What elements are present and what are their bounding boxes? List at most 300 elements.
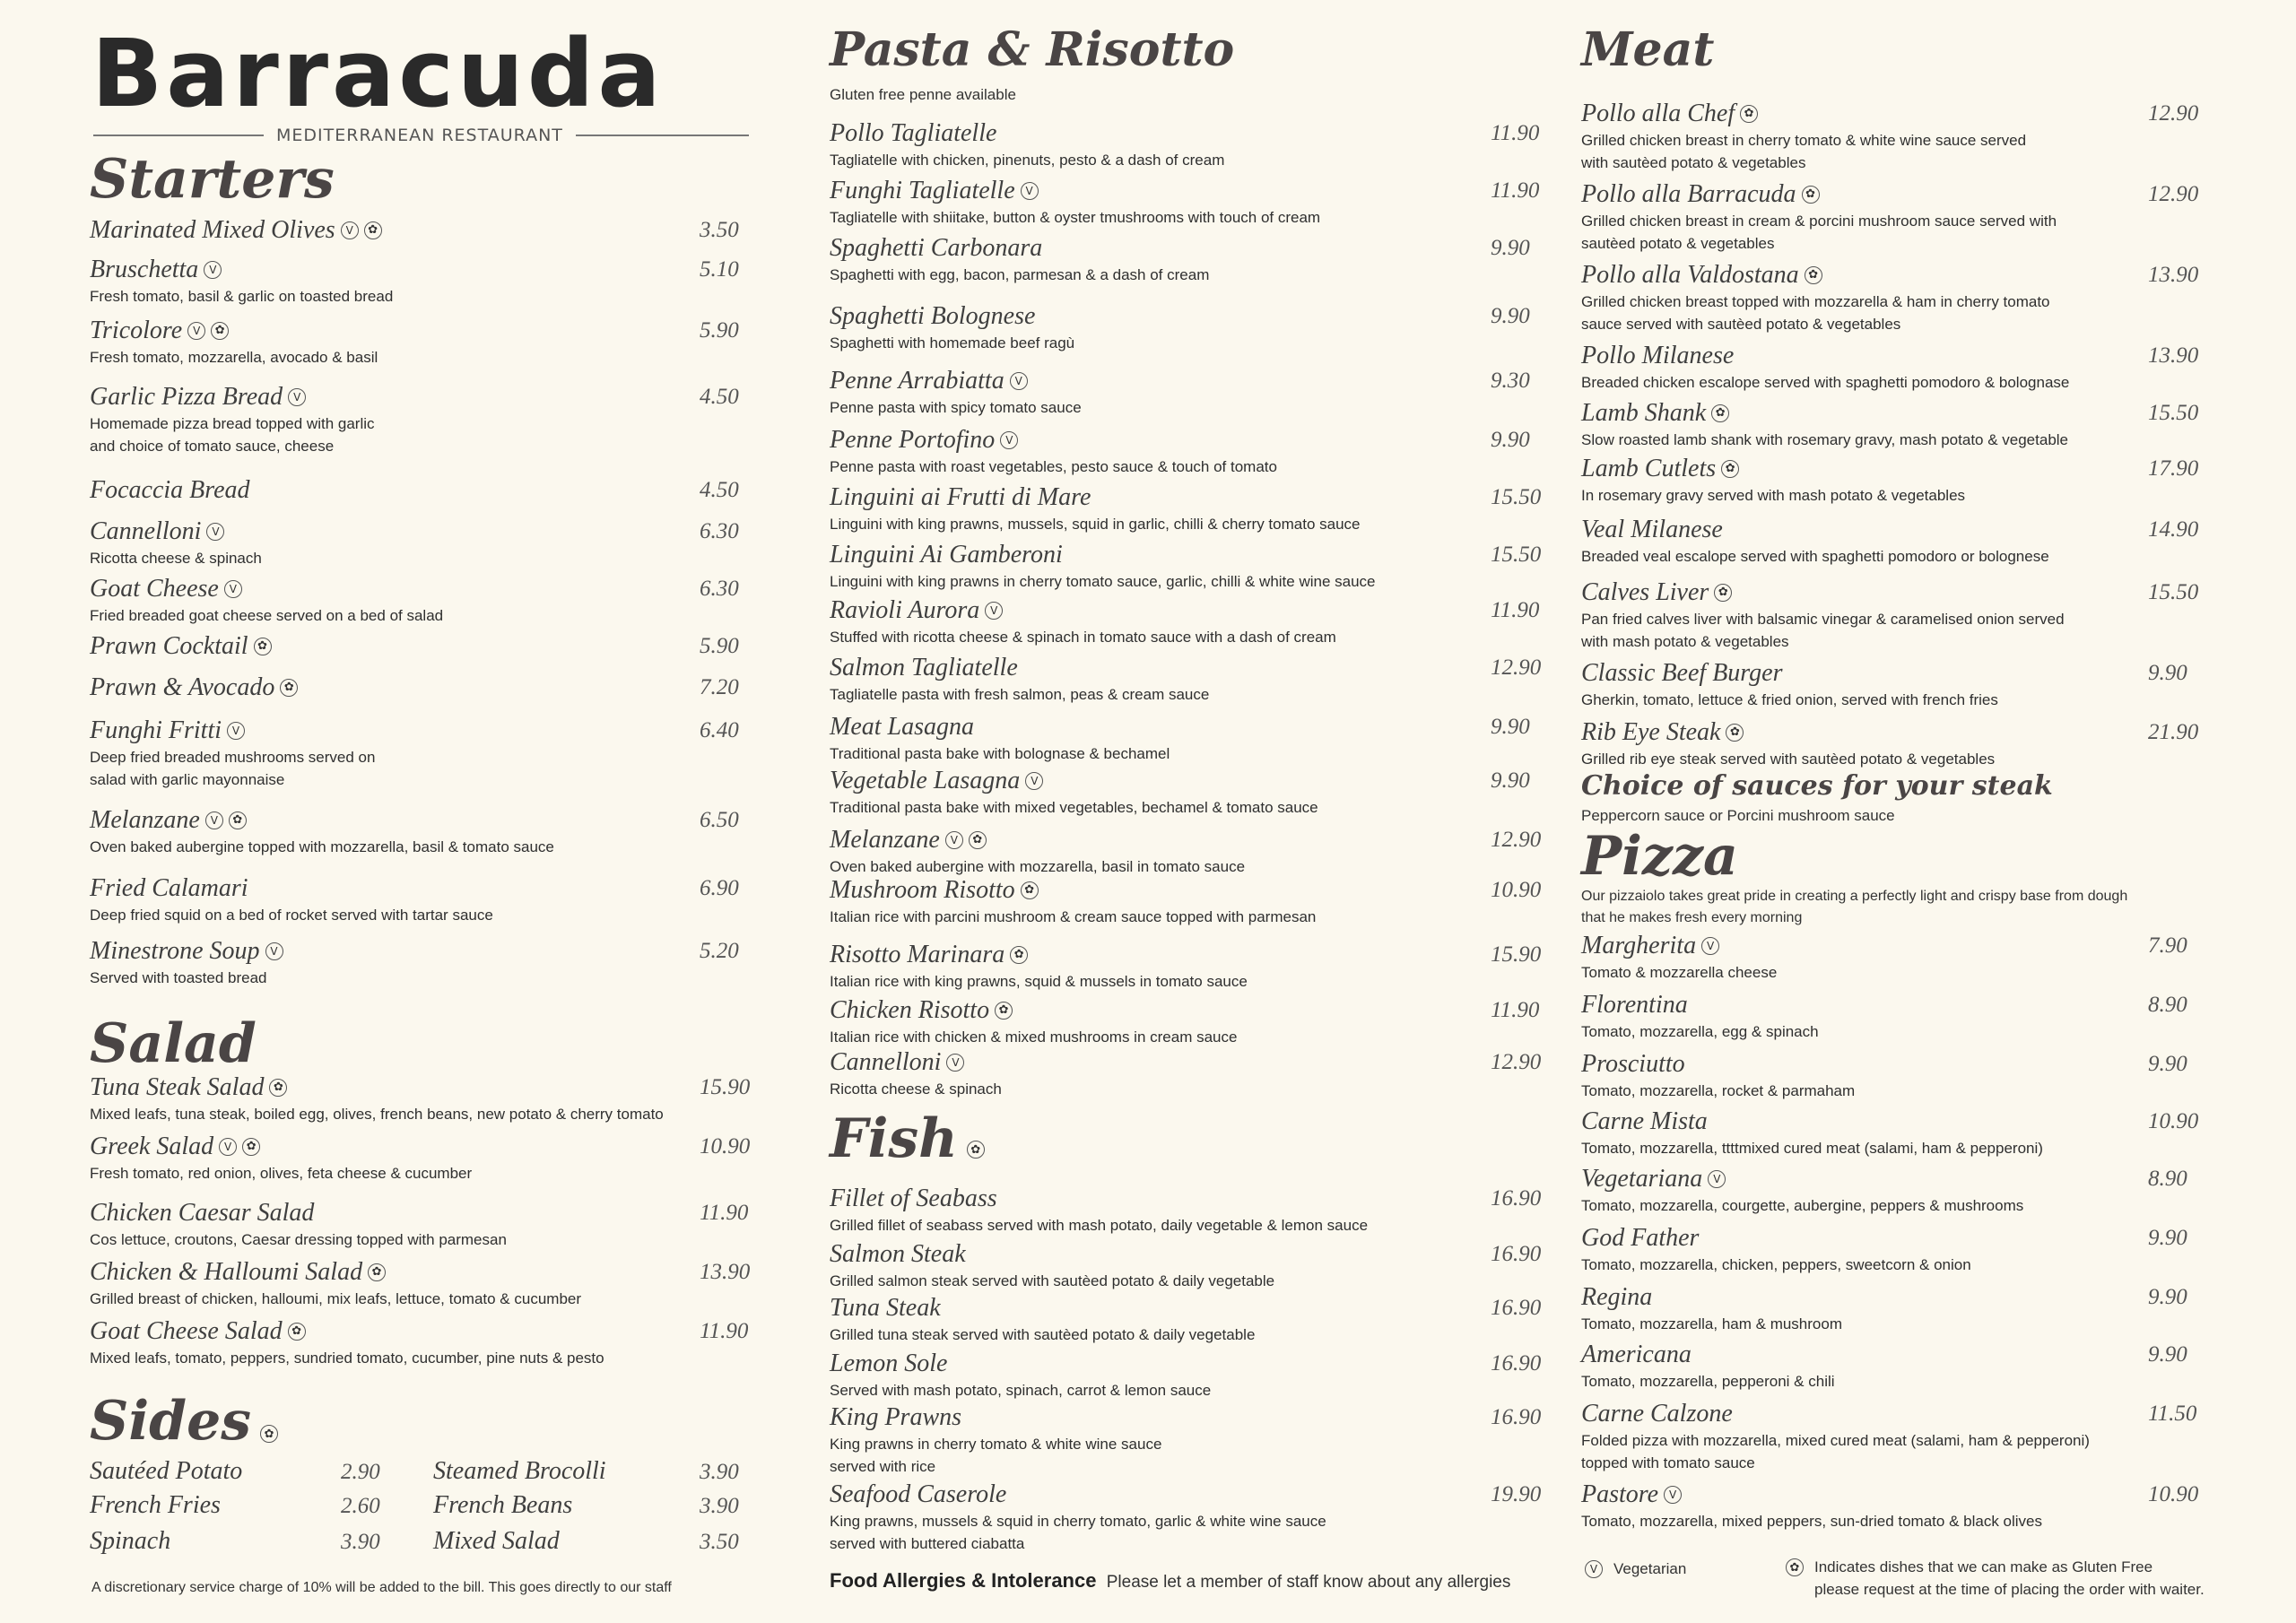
gluten-free-icon: ✿ xyxy=(1721,460,1739,478)
divider xyxy=(93,135,264,136)
menu-item-title: Lemon Sole xyxy=(830,1350,948,1377)
menu-item-description: Grilled chicken breast in cream & porcini mushroom sauce served with sautèed potato & vegetables xyxy=(1581,213,2057,252)
menu-item-title: Vegetable Lasagna xyxy=(830,767,1021,794)
gluten-free-icon: ✿ xyxy=(211,322,229,340)
menu-item-title: God Father xyxy=(1581,1224,1700,1252)
menu-item-price: 15.50 xyxy=(1491,485,1542,509)
menu-item-title: Cannelloni xyxy=(830,1048,942,1076)
menu-item-description: Deep fried squid on a bed of rocket served with tartar sauce xyxy=(90,907,493,924)
menu-item-title: Chicken Caesar Salad xyxy=(90,1199,315,1227)
menu-item xyxy=(90,1133,749,1185)
side-item-price: 3.50 xyxy=(700,1530,739,1554)
menu-item-description: Italian rice with parcini mushroom & cream sauce topped with parmesan xyxy=(830,908,1317,925)
gluten-free-icon: ✿ xyxy=(269,1079,287,1097)
menu-item-name xyxy=(1581,100,2206,127)
menu-item-name xyxy=(1581,1225,2206,1252)
menu-item-price: 3.50 xyxy=(700,218,739,242)
gluten-free-icon: ✿ xyxy=(1726,724,1744,742)
menu-item-title: Meat Lasagna xyxy=(830,713,974,741)
menu-item-description: Served with mash potato, spinach, carrot & lemon sauce xyxy=(830,1382,1212,1399)
menu-item-price: 9.90 xyxy=(2148,1285,2187,1309)
menu-item-title: Garlic Pizza Bread xyxy=(90,383,283,411)
side-item-name: Sautéed Potato xyxy=(90,1457,243,1485)
menu-item-name xyxy=(90,807,749,834)
legend-gluten-free xyxy=(1786,1556,2205,1601)
menu-item-title: Pollo Milanese xyxy=(1581,342,1735,369)
menu-item-price: 16.90 xyxy=(1491,1242,1542,1266)
menu-item xyxy=(90,217,749,244)
menu-item xyxy=(1581,343,2206,394)
gluten-free-icon: ✿ xyxy=(229,812,247,829)
gluten-free-icon: ✿ xyxy=(288,1323,306,1341)
menu-item-title: Regina xyxy=(1581,1283,1653,1311)
gluten-free-icon: ✿ xyxy=(1714,584,1732,602)
menu-item-description: Folded pizza with mozzarella, mixed cured meat (salami, ham & pepperoni) topped with tomato sauce xyxy=(1581,1432,2090,1471)
menu-item xyxy=(830,1481,1547,1555)
menu-item-description: Linguini with king prawns, mussels, squid in garlic, chilli & cherry tomato sauce xyxy=(830,516,1361,533)
menu-item-description: Tomato, mozzarella, pepperoni & chili xyxy=(1581,1373,1835,1390)
menu-item-name xyxy=(830,997,1547,1024)
menu-item-price: 9.90 xyxy=(1491,428,1530,452)
menu-item-name xyxy=(830,827,1547,854)
menu-item-price: 9.90 xyxy=(2148,1226,2187,1250)
menu-item-price: 5.10 xyxy=(700,257,739,282)
menu-item-price: 13.90 xyxy=(2148,263,2199,287)
menu-item xyxy=(1581,719,2206,770)
section-title-meat: Meat xyxy=(1581,22,1715,77)
menu-item xyxy=(1581,1166,2206,1217)
menu-item-price: 9.90 xyxy=(1491,236,1530,260)
menu-item-description: King prawns in cherry tomato & white wine sauce served with rice xyxy=(830,1436,1162,1475)
gluten-free-icon: ✿ xyxy=(1711,404,1729,422)
menu-item xyxy=(90,1259,749,1310)
menu-item-name xyxy=(90,1259,749,1286)
menu-item-price: 12.90 xyxy=(2148,182,2199,206)
menu-item xyxy=(1581,933,2206,984)
menu-item xyxy=(830,714,1547,765)
menu-item-price: 8.90 xyxy=(2148,1167,2187,1191)
menu-item-price: 12.90 xyxy=(1491,1050,1542,1074)
menu-item-name xyxy=(1581,1108,2206,1135)
menu-item xyxy=(1581,992,2206,1043)
menu-item-description: Slow roasted lamb shank with rosemary gravy, mash potato & vegetable xyxy=(1581,431,2069,448)
menu-item-name xyxy=(1581,933,2206,959)
menu-item xyxy=(830,1295,1547,1346)
menu-item-name xyxy=(830,714,1547,741)
menu-item-description: Oven baked aubergine topped with mozzarella, basil & tomato sauce xyxy=(90,838,554,855)
vegetarian-icon: V xyxy=(265,942,283,960)
menu-item-price: 5.20 xyxy=(700,939,739,963)
menu-item xyxy=(90,633,749,660)
section-title-pasta: Pasta & Risotto xyxy=(830,22,1235,77)
menu-item-description: Penne pasta with spicy tomato sauce xyxy=(830,399,1082,416)
menu-item-price: 6.50 xyxy=(700,808,739,832)
menu-item-description: Oven baked aubergine with mozzarella, basil in tomato sauce xyxy=(830,858,1246,875)
menu-item-title: Rib Eye Steak xyxy=(1581,718,1721,746)
side-item-name: Steamed Brocolli xyxy=(433,1457,606,1485)
menu-item xyxy=(830,368,1547,419)
allergy-notice xyxy=(830,1569,1510,1593)
menu-item-name xyxy=(830,1049,1547,1076)
menu-item-name xyxy=(90,1318,749,1345)
menu-item xyxy=(90,477,749,504)
menu-item-title: Melanzane xyxy=(90,806,200,834)
menu-item-description: Grilled salmon steak served with sautèed potato & daily vegetable xyxy=(830,1272,1275,1289)
fish-title: Fish xyxy=(830,1107,958,1170)
menu-item-price: 5.90 xyxy=(700,318,739,343)
section-title-starters: Starters xyxy=(90,148,335,211)
menu-item-name xyxy=(830,1481,1547,1508)
menu-item-name xyxy=(830,542,1547,568)
menu-item-name xyxy=(1581,516,2206,543)
menu-item-title: Salmon Steak xyxy=(830,1240,966,1268)
menu-item xyxy=(830,827,1547,878)
menu-item-description: Linguini with king prawns in cherry tomato sauce, garlic, chilli & white wine sauce xyxy=(830,573,1376,590)
gluten-free-icon: ✿ xyxy=(1021,881,1039,899)
menu-item xyxy=(830,427,1547,478)
menu-item-description: Stuffed with ricotta cheese & spinach in tomato sauce with a dash of cream xyxy=(830,629,1336,646)
menu-item-name xyxy=(90,717,749,744)
logo-text: Barracuda xyxy=(91,19,665,128)
menu-item-description: Homemade pizza bread topped with garlic and choice of tomato sauce, cheese xyxy=(90,415,375,455)
menu-item-description: Grilled chicken breast topped with mozzarella & ham in cherry tomato sauce served with sautèed potato & vegetables xyxy=(1581,293,2050,333)
menu-item xyxy=(90,576,749,627)
menu-item xyxy=(830,597,1547,648)
menu-item-title: Calves Liver xyxy=(1581,578,1709,606)
menu-item-title: Chicken & Halloumi Salad xyxy=(90,1258,363,1286)
vegetarian-icon: V xyxy=(985,602,1003,620)
menu-item-description: Grilled fillet of seabass served with mash potato, daily vegetable & lemon sauce xyxy=(830,1217,1369,1234)
menu-item-name xyxy=(830,655,1547,681)
menu-item-price: 7.90 xyxy=(2148,933,2187,958)
menu-item-title: Fried Calamari xyxy=(90,874,248,902)
menu-item-price: 17.90 xyxy=(2148,456,2199,481)
menu-item xyxy=(90,256,749,308)
menu-item-title: King Prawns xyxy=(830,1403,962,1431)
menu-item-name xyxy=(830,120,1547,147)
menu-item-title: Salmon Tagliatelle xyxy=(830,654,1018,681)
menu-item-description: Deep fried breaded mushrooms served on salad with garlic mayonnaise xyxy=(90,749,376,788)
menu-item-name xyxy=(90,518,749,545)
gluten-free-icon: ✿ xyxy=(254,638,272,655)
menu-item-title: Linguini Ai Gamberoni xyxy=(830,541,1063,568)
side-item-name: Spinach xyxy=(90,1527,171,1555)
menu-item xyxy=(1581,1401,2206,1474)
menu-item xyxy=(90,317,749,369)
menu-item-price: 6.90 xyxy=(700,876,739,900)
menu-item xyxy=(90,518,749,569)
menu-item-description: Tomato, mozzarella, courgette, aubergine, peppers & mushrooms xyxy=(1581,1197,2024,1214)
menu-item-title: Classic Beef Burger xyxy=(1581,659,1783,687)
menu-item-description: Tagliatelle with shiitake, button & oyster tmushrooms with touch of cream xyxy=(830,209,1321,226)
gluten-free-icon: ✿ xyxy=(364,221,382,239)
menu-item-price: 21.90 xyxy=(2148,720,2199,744)
vegetarian-icon: V xyxy=(1021,182,1039,200)
menu-item-description: Penne pasta with roast vegetables, pesto sauce & touch of tomato xyxy=(830,458,1277,475)
side-item-name: French Beans xyxy=(433,1491,573,1519)
menu-item-price: 7.20 xyxy=(700,675,739,699)
menu-item-description: Ricotta cheese & spinach xyxy=(90,550,262,567)
section-title-pizza: Pizza xyxy=(1581,825,1738,888)
gluten-free-icon: ✿ xyxy=(1010,946,1028,964)
menu-item-price: 15.50 xyxy=(2148,401,2199,425)
menu-item-title: Marinated Mixed Olives xyxy=(90,216,335,244)
menu-item-price: 12.90 xyxy=(1491,655,1542,680)
menu-item-title: Greek Salad xyxy=(90,1133,214,1160)
menu-item-name xyxy=(1581,1401,2206,1428)
menu-item-price: 6.30 xyxy=(700,577,739,601)
menu-item-price: 10.90 xyxy=(700,1134,751,1159)
menu-item-price: 5.90 xyxy=(700,634,739,658)
menu-item-name xyxy=(90,1133,749,1160)
menu-item-name xyxy=(830,303,1547,330)
menu-item-name xyxy=(1581,579,2206,606)
menu-item-title: Chicken Risotto xyxy=(830,996,990,1024)
menu-item xyxy=(90,1200,749,1251)
section-title-salad: Salad xyxy=(90,1012,257,1075)
vegetarian-icon: V xyxy=(1025,772,1043,790)
menu-item xyxy=(90,938,749,989)
menu-item xyxy=(1581,516,2206,568)
pizza-intro: Our pizzaiolo takes great pride in creating a perfectly light and crispy base from dough that he makes fresh every morning xyxy=(1581,889,2128,925)
menu-item xyxy=(1581,1341,2206,1393)
sauces-text: Peppercorn sauce or Porcini mushroom sauce xyxy=(1581,807,1895,824)
menu-item-description: Tagliatelle pasta with fresh salmon, peas & cream sauce xyxy=(830,686,1210,703)
menu-item-price: 16.90 xyxy=(1491,1405,1542,1429)
menu-item xyxy=(1581,579,2206,653)
menu-item-description: Breaded veal escalope served with spaghetti pomodoro or bolognese xyxy=(1581,548,2049,565)
menu-item-description: Grilled rib eye steak served with sautèed potato & vegetables xyxy=(1581,751,1996,768)
menu-item-description: Tomato & mozzarella cheese xyxy=(1581,964,1778,981)
service-charge-note: A discretionary service charge of 10% will be added to the bill. This goes directly to our staff xyxy=(91,1580,672,1595)
menu-item xyxy=(1581,400,2206,451)
menu-item-price: 11.90 xyxy=(700,1201,749,1225)
gluten-free-icon: ✿ xyxy=(368,1263,386,1281)
menu-item-name xyxy=(830,1295,1547,1322)
menu-item-name xyxy=(1581,262,2206,289)
menu-item xyxy=(830,1404,1547,1478)
menu-item xyxy=(90,807,749,858)
menu-item-name xyxy=(1581,400,2206,427)
menu-item-description: In rosemary gravy served with mash potato & vegetables xyxy=(1581,487,1966,504)
menu-item-description: Served with toasted bread xyxy=(90,969,267,986)
menu-item xyxy=(830,942,1547,993)
menu-item-title: Lamb Cutlets xyxy=(1581,455,1717,482)
menu-item-name xyxy=(1581,660,2206,687)
menu-item-name xyxy=(90,938,749,965)
menu-item-title: Carne Mista xyxy=(1581,1107,1708,1135)
menu-item-title: Funghi Fritti xyxy=(90,716,222,744)
tagline xyxy=(93,126,749,145)
menu-item xyxy=(830,120,1547,171)
menu-item-name xyxy=(830,942,1547,968)
allergy-text: Please let a member of staff know about any allergies xyxy=(1106,1573,1511,1592)
vegetarian-icon: V xyxy=(187,322,205,340)
menu-item-price: 14.90 xyxy=(2148,517,2199,542)
menu-item-price: 9.90 xyxy=(2148,1052,2187,1076)
menu-item-title: Funghi Tagliatelle xyxy=(830,177,1015,204)
menu-item-price: 9.90 xyxy=(1491,304,1530,328)
menu-item-title: Goat Cheese Salad xyxy=(90,1317,283,1345)
menu-item-name xyxy=(830,427,1547,454)
side-item-name: Mixed Salad xyxy=(433,1527,560,1555)
gluten-free-icon: ✿ xyxy=(1740,105,1758,123)
menu-item xyxy=(830,655,1547,706)
menu-item-description: King prawns, mussels & squid in cherry tomato, garlic & white wine sauce served with buttered ciabatta xyxy=(830,1513,1326,1552)
vegetarian-icon: V xyxy=(1701,937,1719,955)
menu-item-title: Pastore xyxy=(1581,1480,1659,1508)
menu-item-description: Tomato, mozzarella, mixed peppers, sun-dried tomato & black olives xyxy=(1581,1513,2043,1530)
side-item-price: 3.90 xyxy=(341,1530,380,1554)
menu-item-title: Risotto Marinara xyxy=(830,941,1005,968)
menu-item-name xyxy=(90,317,749,344)
menu-item-name xyxy=(90,256,749,283)
menu-item-title: Melanzane xyxy=(830,826,940,854)
pasta-subtitle: Gluten free penne available xyxy=(830,86,1016,103)
menu-item-description: Fried breaded goat cheese served on a bed of salad xyxy=(90,607,444,624)
menu-item xyxy=(1581,456,2206,507)
menu-item-title: Tuna Steak xyxy=(830,1294,941,1322)
menu-item-price: 11.90 xyxy=(1491,121,1540,145)
menu-item-price: 11.90 xyxy=(700,1319,749,1343)
menu-item xyxy=(1581,100,2206,174)
menu-item-title: Pollo Tagliatelle xyxy=(830,119,997,147)
menu-item-title: Margherita xyxy=(1581,932,1697,959)
menu-item-description: Grilled breast of chicken, halloumi, mix leafs, lettuce, tomato & cucumber xyxy=(90,1290,582,1307)
menu-item-title: Vegetariana xyxy=(1581,1165,1703,1193)
menu-item-price: 9.90 xyxy=(2148,661,2187,685)
menu-item-price: 4.50 xyxy=(700,385,739,409)
menu-item-title: Americana xyxy=(1581,1341,1692,1368)
divider xyxy=(576,135,749,136)
legend-vegetarian-text: Vegetarian xyxy=(1613,1560,1687,1577)
menu-item-name xyxy=(90,875,749,902)
menu-item xyxy=(830,997,1547,1048)
menu-item-title: Pollo alla Chef xyxy=(1581,100,1735,127)
menu-item-price: 19.90 xyxy=(1491,1482,1542,1506)
menu-item xyxy=(1581,1225,2206,1276)
menu-item-description: Tagliatelle with chicken, pinenuts, pesto & a dash of cream xyxy=(830,152,1225,169)
menu-item xyxy=(1581,1051,2206,1102)
menu-item-price: 9.30 xyxy=(1491,369,1530,393)
menu-item-description: Tomato, mozzarella, chicken, peppers, sweetcorn & onion xyxy=(1581,1256,1971,1273)
menu-item-description: Grilled tuna steak served with sautèed potato & daily vegetable xyxy=(830,1326,1256,1343)
menu-item xyxy=(1581,660,2206,711)
menu-item-price: 15.50 xyxy=(2148,580,2199,604)
menu-item-title: Penne Portofino xyxy=(830,426,996,454)
menu-item-description: Italian rice with chicken & mixed mushrooms in cream sauce xyxy=(830,1028,1238,1046)
menu-item-name xyxy=(90,576,749,603)
legend-gluten-free-text: Indicates dishes that we can make as Gluten Free please request at the time of placing the order with waiter. xyxy=(1814,1558,2205,1598)
vegetarian-icon: V xyxy=(945,831,963,849)
menu-item-price: 15.50 xyxy=(1491,542,1542,567)
section-title-fish xyxy=(830,1107,985,1170)
menu-item-price: 12.90 xyxy=(2148,101,2199,126)
menu-item xyxy=(830,1185,1547,1237)
vegetarian-icon: V xyxy=(288,388,306,406)
menu-item-description: Tomato, mozzarella, ham & mushroom xyxy=(1581,1315,1842,1332)
menu-item-description: Fresh tomato, mozzarella, avocado & basil xyxy=(90,349,378,366)
menu-item-description: Fresh tomato, red onion, olives, feta cheese & cucumber xyxy=(90,1165,473,1182)
menu-item-name xyxy=(830,484,1547,511)
menu-item-name xyxy=(830,1185,1547,1212)
menu-item-title: Ravioli Aurora xyxy=(830,596,980,624)
menu-item-description: Mixed leafs, tomato, peppers, sundried tomato, cucumber, pine nuts & pesto xyxy=(90,1350,604,1367)
menu-item-description: Grilled chicken breast in cherry tomato & white wine sauce served with sautèed potato & vegetables xyxy=(1581,132,2027,171)
menu-item xyxy=(90,1074,749,1125)
menu-item-name xyxy=(90,217,749,244)
menu-item xyxy=(90,875,749,926)
vegetarian-icon: V xyxy=(224,580,242,598)
gluten-free-icon: ✿ xyxy=(280,679,298,697)
menu-item-title: Prawn Cocktail xyxy=(90,632,248,660)
menu-item xyxy=(1581,1108,2206,1159)
menu-item xyxy=(830,178,1547,229)
menu-item xyxy=(90,1318,749,1369)
menu-item-name xyxy=(830,768,1547,794)
menu-item-price: 6.40 xyxy=(700,718,739,742)
menu-item xyxy=(830,1241,1547,1292)
menu-item-price: 11.50 xyxy=(2148,1402,2197,1426)
menu-item-name xyxy=(90,477,749,504)
menu-item-description: Tomato, mozzarella, ttttmixed cured meat (salami, ham & pepperoni) xyxy=(1581,1140,2043,1157)
menu-item-price: 13.90 xyxy=(2148,343,2199,368)
menu-item-title: Prosciutto xyxy=(1581,1050,1685,1078)
menu-item-description: Cos lettuce, croutons, Caesar dressing topped with parmesan xyxy=(90,1231,507,1248)
menu-item xyxy=(1581,1481,2206,1532)
allergy-heading: Food Allergies & Intolerance xyxy=(830,1569,1097,1592)
menu-item xyxy=(830,877,1547,928)
menu-item-name xyxy=(90,1074,749,1101)
menu-item-price: 12.90 xyxy=(1491,828,1542,852)
menu-item xyxy=(90,674,749,701)
menu-item-price: 10.90 xyxy=(1491,878,1542,902)
menu-item-title: Seafood Caserole xyxy=(830,1480,1007,1508)
menu-item-name xyxy=(90,674,749,701)
menu-item-description: Italian rice with king prawns, squid & mussels in tomato sauce xyxy=(830,973,1248,990)
gluten-free-icon: ✿ xyxy=(1805,266,1822,284)
menu-item xyxy=(830,1049,1547,1100)
sauces-heading: Choice of sauces for your steak xyxy=(1581,770,2053,802)
menu-item-price: 16.90 xyxy=(1491,1351,1542,1376)
menu-item-description: Mixed leafs, tuna steak, boiled egg, olives, french beans, new potato & cherry tomato xyxy=(90,1106,664,1123)
menu-item-title: Carne Calzone xyxy=(1581,1400,1733,1428)
menu-item xyxy=(830,235,1547,286)
menu-item-name xyxy=(90,1200,749,1227)
vegetarian-icon: V xyxy=(1708,1170,1726,1188)
menu-item-name xyxy=(90,633,749,660)
menu-item-price: 11.90 xyxy=(1491,998,1540,1022)
menu-item-title: Bruschetta xyxy=(90,256,199,283)
menu-item-title: Focaccia Bread xyxy=(90,476,250,504)
side-item-price: 3.90 xyxy=(700,1494,739,1518)
menu-item-title: Tuna Steak Salad xyxy=(90,1073,265,1101)
gluten-free-icon: ✿ xyxy=(995,1002,1013,1020)
gluten-free-icon: ✿ xyxy=(967,1141,985,1159)
menu-item xyxy=(1581,262,2206,335)
menu-item-price: 4.50 xyxy=(700,478,739,502)
menu-item-name xyxy=(1581,1166,2206,1193)
menu-item xyxy=(830,768,1547,819)
vegetarian-icon: V xyxy=(341,221,359,239)
menu-item-title: Pollo alla Barracuda xyxy=(1581,180,1796,208)
menu-item-name xyxy=(1581,1051,2206,1078)
menu-item-title: Prawn & Avocado xyxy=(90,673,275,701)
gluten-free-icon: ✿ xyxy=(1802,186,1820,204)
gluten-free-icon: ✿ xyxy=(969,831,987,849)
menu-item-name xyxy=(1581,1481,2206,1508)
menu-item xyxy=(830,484,1547,535)
